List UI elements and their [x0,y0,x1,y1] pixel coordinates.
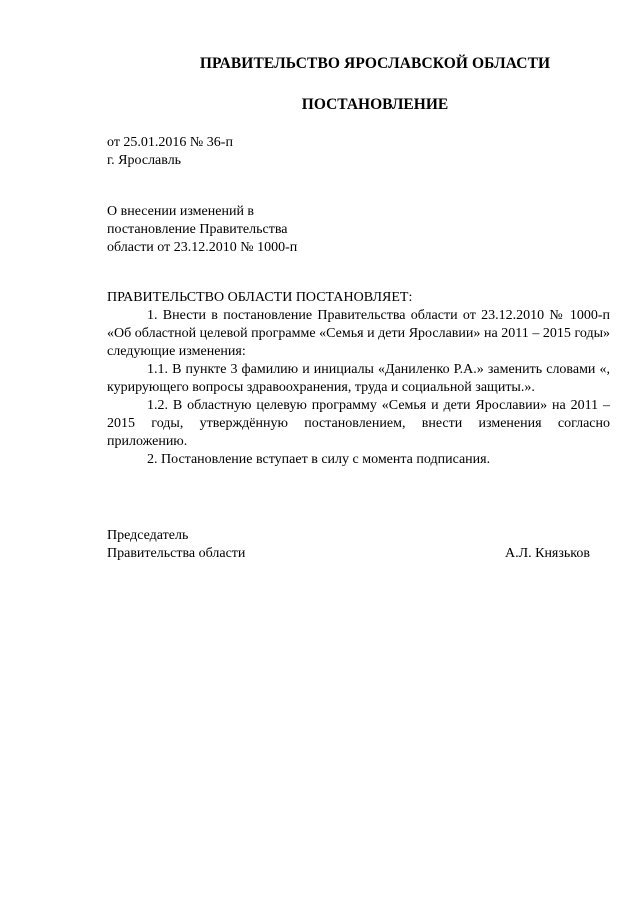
paragraph-1-1: 1.1. В пункте 3 фамилию и инициалы «Даниленко Р.А.» заменить словами «, курирующего вопросы здравоохранения, труда и социальной защиты.». [107,362,610,395]
document-meta [107,134,233,170]
document-subject [107,203,297,257]
subject-line: области от 23.12.2010 № 1000-п [107,240,298,255]
signatory-title-line2: Правительства области [107,546,246,561]
subject-line: постановление Правительства [107,222,288,237]
signature-row [107,545,590,563]
paragraph-1: 1. Внести в постановление Правительства области от 23.12.2010 № 1000-п «Об областной целевой программе «Семья и дети Ярославии» на 2011 – 2015 годы» следующие изменения: [107,308,610,359]
document-type-title: ПОСТАНОВЛЕНИЕ [301,96,449,113]
signatory-name: А.Л. Князьков [505,546,590,561]
signature-block [107,527,590,563]
paragraph-1-2: 1.2. В областную целевую программу «Семья и дети Ярославии» на 2011 – 2015 годы, утверждённую постановлением, внести изменения согласно приложению. [107,398,610,449]
signatory-title-line1: Председатель [107,528,189,543]
city: г. Ярославль [107,153,182,168]
resolution-body [107,289,610,469]
paragraph-2: 2. Постановление вступает в силу с момента подписания. [147,452,491,467]
subject-line: О внесении изменений в [107,204,255,219]
date-number: от 25.01.2016 № 36-п [107,135,233,150]
resolution-heading: ПРАВИТЕЛЬСТВО ОБЛАСТИ ПОСТАНОВЛЯЕТ: [107,290,413,305]
organization-title: ПРАВИТЕЛЬСТВО ЯРОСЛАВСКОЙ ОБЛАСТИ [199,55,551,72]
